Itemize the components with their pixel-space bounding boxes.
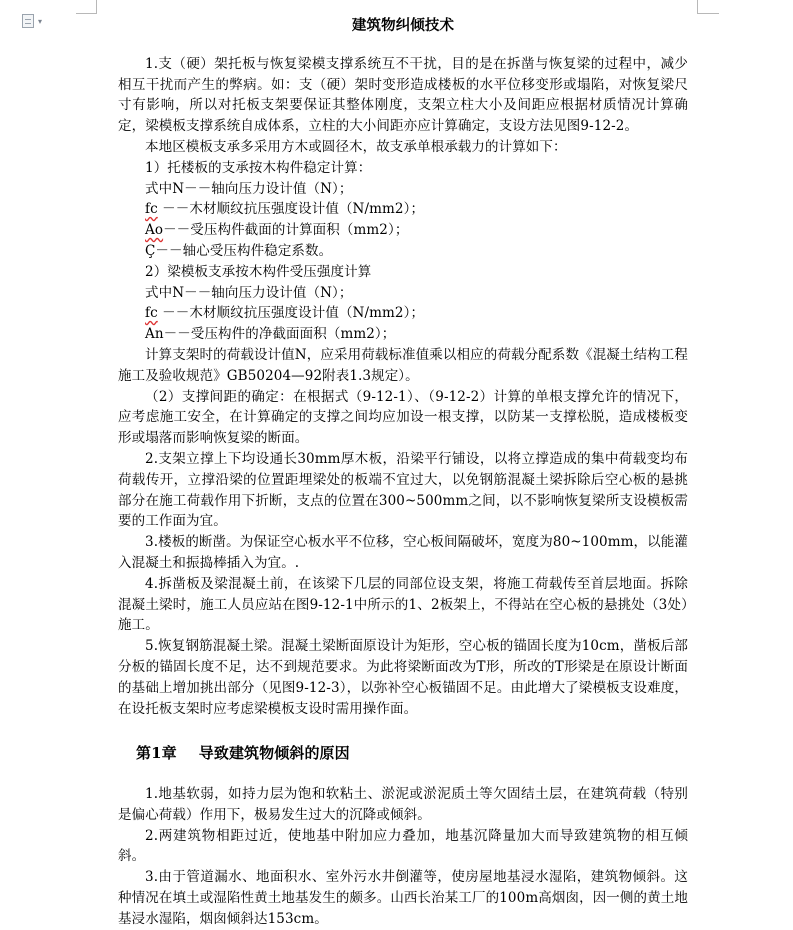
chevron-down-icon[interactable]: ▾ — [38, 17, 43, 26]
margin-corner-mark — [96, 0, 97, 14]
paragraph: 计算支架时的荷载设计值N，应采用荷载标准值乘以相应的荷载分配系数《混凝土结构工程施工及验收规范》GB50204—92附表1.3规定）。 — [118, 346, 688, 384]
list-item: 1）托楼板的支承按木构件稳定计算： — [145, 159, 372, 176]
symbol: Ao — [145, 222, 164, 239]
paragraph: 3.由于管道漏水、地面积水、室外污水井倒灌等，使房屋地基浸水湿陷，建筑物倾斜。这种情况在填土或湿陷性黄土地基发生的颇多。山西长治某工厂的100m高烟囱，因一侧的黄土地基浸水湿陷，烟囱倾斜达153cm。 — [118, 869, 688, 927]
formula-note: Ç－－轴心受压构件稳定系数。 — [145, 242, 333, 259]
formula-note: Ao－－受压构件截面的计算面积（mm2）； — [145, 222, 409, 239]
document-title: 建筑物纠倾技术 — [351, 18, 455, 34]
document-icon[interactable] — [22, 14, 34, 28]
margin-corner-mark — [697, 13, 719, 14]
paragraph: 3.楼板的断凿。为保证空心板水平不位移，空心板间隔破坏，宽度为80~100mm，以能灌入混凝土和振捣棒插入为宜。. — [118, 534, 688, 571]
paragraph: 本地区模板支承多采用方木或圆径木，故支承单根承载力的计算如下： — [145, 138, 567, 155]
list-item: 2）梁模板支承按木构件受压强度计算 — [145, 263, 372, 280]
formula-note: 式中N－－轴向压力设计值（N）； — [145, 284, 353, 301]
paragraph: 1.地基软弱，如持力层为饱和软粘土、淤泥或淤泥质土等欠固结土层，在建筑荷载（特别是偏心荷载）作用下，极易发生过大的沉降或倾斜。 — [118, 786, 688, 823]
formula-note: 式中N－－轴向压力设计值（N）； — [145, 180, 353, 197]
margin-corner-mark — [697, 0, 698, 14]
paragraph: 1.支（硬）架托板与恢复梁模支撑系统互不干扰，目的是在拆凿与恢复梁的过程中，减少相互干扰而产生的弊病。如：支（硬）架时变形造成楼板的水平位移变形或塌陷，对恢复梁尺寸有影响，所以对托板支架要保证其整体刚度，支架立柱大小及间距应根据材质情况计算确定，梁模板支撑系统自成体系，立柱的大小间距亦应计算确定，支设方法见图9-12-2。 — [118, 55, 688, 135]
formula-note: fc －－木材顺纹抗压强度设计值（N/mm2）； — [145, 201, 425, 218]
symbol: fc — [145, 305, 158, 322]
chapter-number: 第1章 — [136, 744, 177, 763]
chapter-title: 导致建筑物倾斜的原因 — [198, 744, 350, 763]
paragraph: 5.恢复钢筋混凝土梁。混凝土梁断面原设计为矩形，空心板的锚固长度为10cm，凿板后部分板的锚固长度不足，达不到规范要求。为此将梁断面改为T形，所改的T形梁是在原设计断面的基础上增加挑出部分（见图9-12-3），以弥补空心板锚固不足。由此增大了梁模板支设难度，在设托板支架时应考虑梁模板支设时需用操作面。 — [118, 638, 688, 717]
paragraph: （2）支撑间距的确定：在根据式（9-12-1）、（9-12-2）计算的单根支撑允许的情况下，应考虑施工安全，在计算确定的支撑之间均应加设一根支撑，以防某一支撑松脱，造成楼板变形或塌落而影响恢复梁的断面。 — [118, 388, 688, 447]
paragraph: 2.支架立撑上下均设通长30mm厚木板，沿梁平行铺设，以将立撑造成的集中荷载变均布荷载传开，立撑沿梁的位置距埋梁处的板端不宜过大，以免钢筋混凝土梁拆除后空心板的悬挑部分在施工荷载作用下折断，支点的位置在300~500mm之间，以不影响恢复梁所支设模板需要的工作面为宜。 — [118, 450, 688, 530]
symbol: fc — [145, 201, 158, 218]
formula-note: An－－受压构件的净截面面积（mm2）； — [145, 326, 396, 343]
paragraph: 2.两建筑物相距过近，使地基中附加应力叠加，地基沉降量加大而导致建筑物的相互倾斜。 — [118, 827, 688, 865]
document-page[interactable] — [118, 10, 688, 930]
paragraph: 4.拆凿板及梁混凝土前，在该梁下几层的同部位设支架，将施工荷载传至首层地面。拆除混凝土梁时，施工人员应站在图9-12-1中所示的1、2板架上，不得站在空心板的悬挑处（3处）施工。 — [118, 575, 688, 634]
chapter-heading — [118, 743, 688, 764]
formula-note: fc －－木材顺纹抗压强度设计值（N/mm2）； — [145, 305, 425, 322]
margin-corner-mark — [76, 13, 97, 14]
